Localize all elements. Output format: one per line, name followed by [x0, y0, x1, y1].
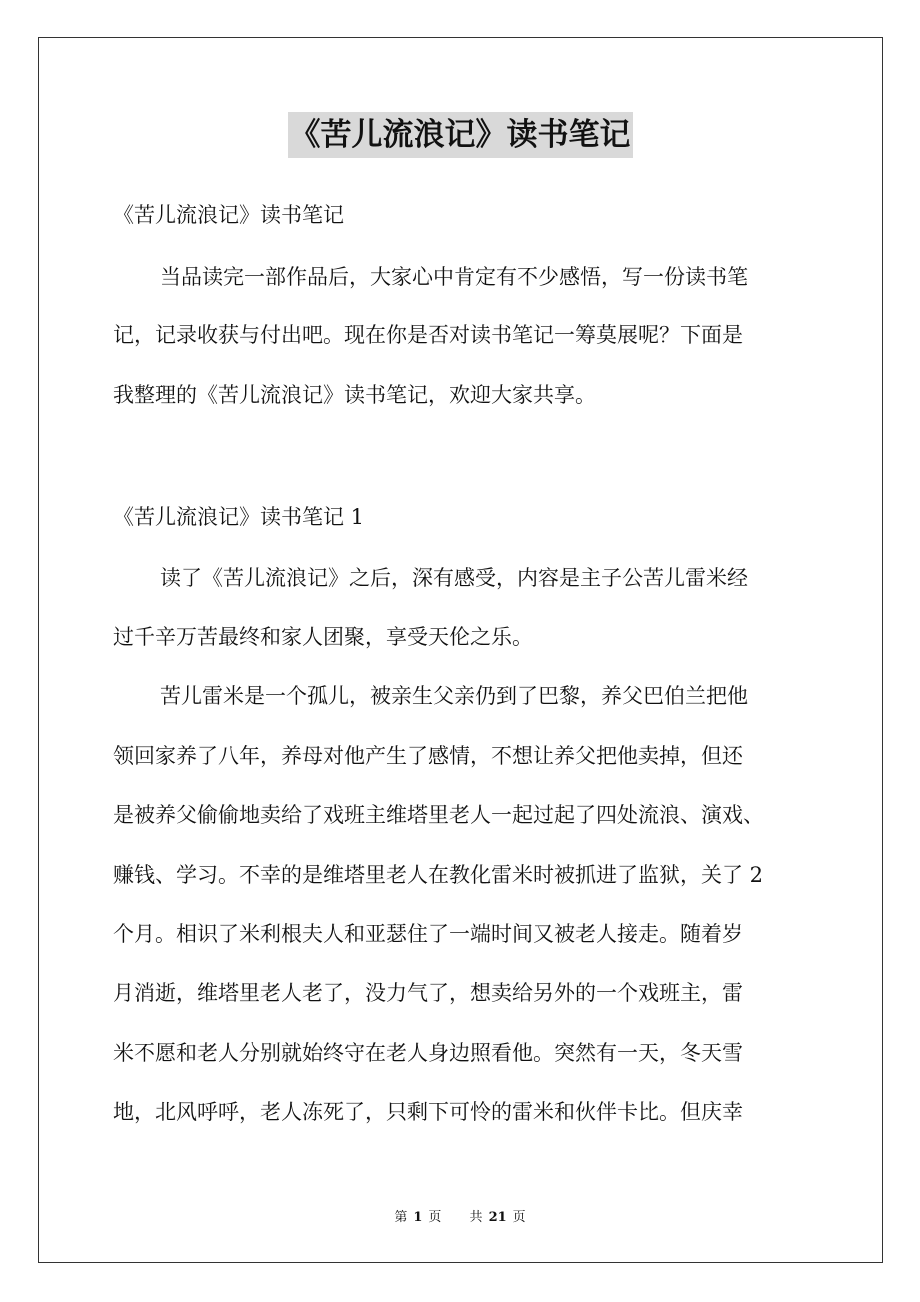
para2-line-7: 米不愿和老人分别就始终守在老人身边照看他。突然有一天，冬天雪 — [113, 1041, 743, 1065]
intro-line-3: 我整理的《苦儿流浪记》读书笔记，欢迎大家共享。 — [113, 383, 596, 407]
para1-line-2: 过千辛万苦最终和家人团聚，享受天伦之乐。 — [113, 625, 533, 649]
intro-line-1: 当品读完一部作品后，大家心中肯定有不少感悟，写一份读书笔 — [160, 265, 748, 289]
page-total: 共 21 页 — [469, 1210, 526, 1225]
title-wrap — [0, 112, 920, 158]
document-title: 《苦儿流浪记》读书笔记 — [288, 112, 633, 158]
para2-line-3: 是被养父偷偷地卖给了戏班主维塔里老人一起过起了四处流浪、演戏、 — [113, 803, 764, 827]
page-footer — [0, 1206, 920, 1225]
para2-line-4: 赚钱、学习。不幸的是维塔里老人在教化雷米时被抓进了监狱，关了 2 — [113, 863, 764, 887]
para2-line-5: 个月。相识了米利根夫人和亚瑟住了一端时间又被老人接走。随着岁 — [113, 922, 743, 946]
page-number: 第 1 页 — [394, 1210, 442, 1225]
document-subtitle: 《苦儿流浪记》读书笔记 — [113, 203, 344, 227]
para2-line-6: 月消逝，维塔里老人老了，没力气了，想卖给另外的一个戏班主，雷 — [113, 981, 743, 1005]
para2-line-2: 领回家养了八年，养母对他产生了感情，不想让养父把他卖掉，但还 — [113, 744, 743, 768]
section-heading: 《苦儿流浪记》读书笔记 1 — [113, 505, 365, 529]
intro-line-2: 记，记录收获与付出吧。现在你是否对读书笔记一筹莫展呢？下面是 — [113, 323, 743, 347]
para2-line-1: 苦儿雷米是一个孤儿，被亲生父亲仍到了巴黎，养父巴伯兰把他 — [160, 684, 748, 708]
para1-line-1: 读了《苦儿流浪记》之后，深有感受，内容是主子公苦儿雷米经 — [160, 566, 748, 590]
para2-line-8: 地，北风呼呼，老人冻死了，只剩下可怜的雷米和伙伴卡比。但庆幸 — [113, 1100, 743, 1124]
